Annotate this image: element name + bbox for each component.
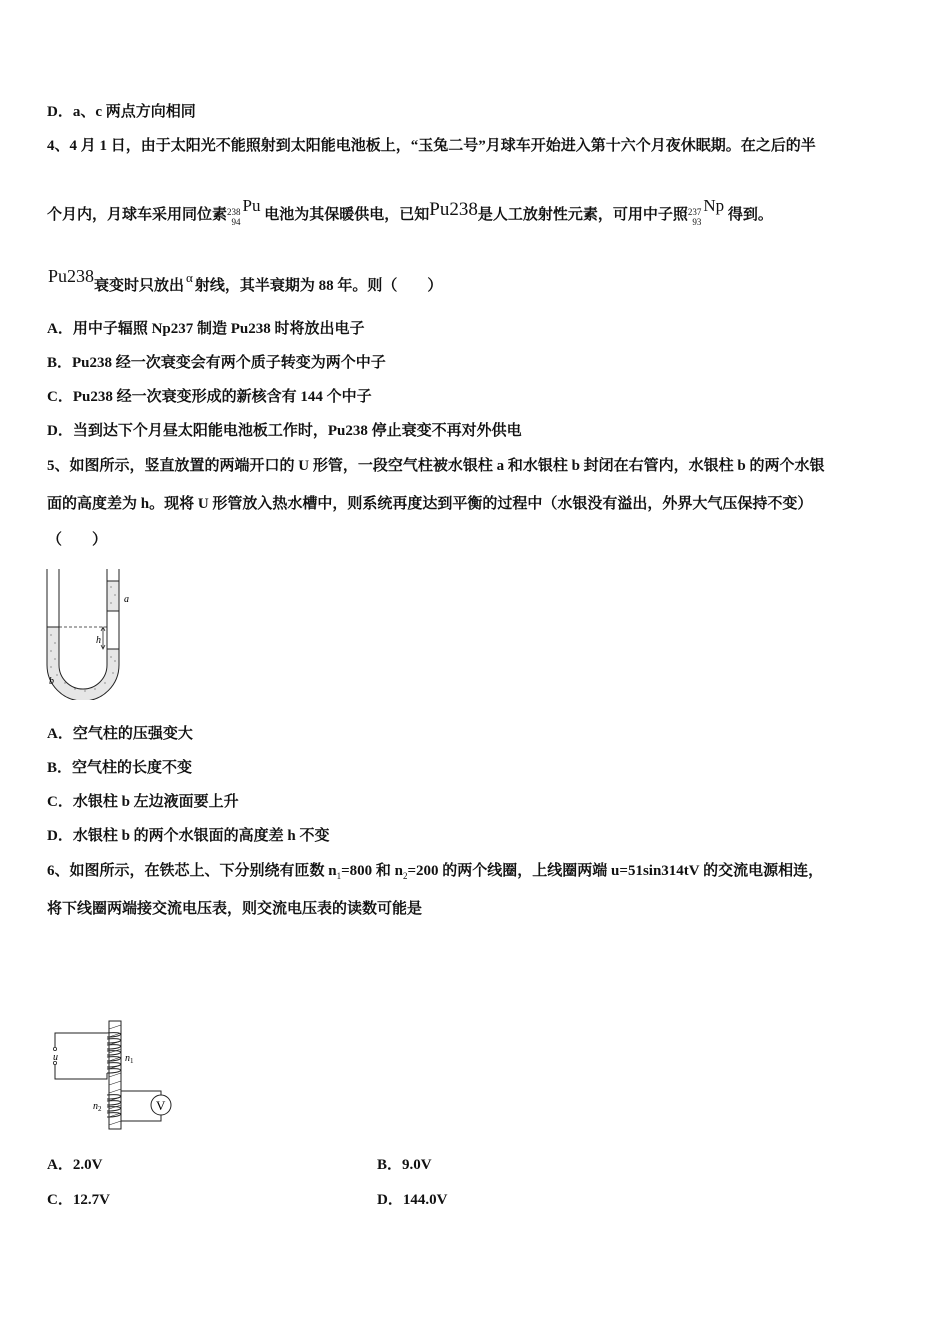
q4-option-b: B．Pu238 经一次衰变会有两个质子转变为两个中子 bbox=[47, 355, 386, 371]
transformer-figure bbox=[45, 1015, 185, 1133]
q4-stem-line3 bbox=[48, 266, 442, 296]
q5-option-a: A．空气柱的压强变大 bbox=[47, 726, 193, 742]
label-u: u bbox=[53, 1052, 58, 1063]
q6-option-b: B．9.0V bbox=[377, 1157, 432, 1173]
q4-text: 个月内，月球车采用同位素 bbox=[47, 207, 228, 223]
q6-option-d: D．144.0V bbox=[377, 1192, 448, 1208]
terminal-top bbox=[53, 1047, 56, 1050]
pu238-label: Pu238 bbox=[48, 266, 95, 286]
pu238-label: Pu238 bbox=[429, 199, 478, 220]
q4-stem-line2 bbox=[47, 196, 773, 227]
label-h: h bbox=[96, 635, 101, 646]
alpha-symbol: α bbox=[186, 270, 193, 285]
label-n1: $n_1$ bbox=[125, 1053, 134, 1065]
q5-option-d: D．水银柱 b 的两个水银面的高度差 h 不变 bbox=[47, 828, 330, 844]
q4-text: 射线，其半衰期为 88 年。则（ ） bbox=[194, 278, 443, 294]
q6-stem-line1: 6、如图所示，在铁芯上、下分别绕有匝数 $n_1=800$ 和 $n_2=200$ 的两个线圈，上线圈两端 u=51sin314tV 的交流电源相连， bbox=[47, 863, 824, 881]
secondary-wire-bottom bbox=[121, 1115, 161, 1121]
q5-stem-line2: 面的高度差为 h。现将 U 形管放入热水槽中，则系统再度达到平衡的过程中（水银没有溢出，外界大气压保持不变） bbox=[47, 496, 813, 512]
label-a: a bbox=[124, 594, 129, 605]
q5-option-b: B．空气柱的长度不变 bbox=[47, 760, 193, 776]
q4-stem-line1: 4、4 月 1 日，由于太阳光不能照射到太阳能电池板上，“玉兔二号”月球车开始进入第十六个月夜休眠期。在之后的半 bbox=[47, 138, 816, 154]
q6-option-c: C．12.7V bbox=[47, 1192, 110, 1208]
q6-option-a: A．2.0V bbox=[47, 1157, 103, 1173]
label-b: b bbox=[49, 676, 54, 687]
q5-stem-line1: 5、如图所示，竖直放置的两端开口的 U 形管，一段空气柱被水银柱 a 和水银柱 b 封闭在右管内，水银柱 b 的两个水银 bbox=[47, 458, 825, 474]
q4-text: 电池为其保暖供电，已知 bbox=[264, 207, 430, 223]
tube-inner bbox=[59, 569, 107, 689]
mercury-a bbox=[107, 581, 119, 611]
label-n2: $n_2$ bbox=[93, 1101, 102, 1113]
q4-text: 得到。 bbox=[727, 207, 773, 223]
label-v: V bbox=[156, 1098, 166, 1113]
primary-wire-bottom bbox=[55, 1065, 107, 1079]
q4-option-c: C．Pu238 经一次衰变形成的新核含有 144 个中子 bbox=[47, 389, 372, 405]
q5-stem-line3: （ ） bbox=[47, 532, 108, 548]
secondary-wire-top bbox=[121, 1091, 161, 1095]
q4-text: 是人工放射性元素，可用中子照 bbox=[477, 207, 688, 223]
q3-option-d: D．a、c 两点方向相同 bbox=[47, 104, 196, 120]
pu-symbol: Pu bbox=[242, 196, 261, 215]
q6-stem-line2: 将下线圈两端接交流电压表，则交流电压表的读数可能是 bbox=[47, 901, 423, 917]
np-nuclide-numbers: 237 93 bbox=[687, 207, 702, 227]
np-symbol: Np bbox=[703, 196, 725, 215]
primary-wire-top bbox=[55, 1033, 107, 1047]
q5-option-c: C．水银柱 b 左边液面要上升 bbox=[47, 794, 239, 810]
u-tube-figure bbox=[45, 565, 145, 700]
q4-option-a: A．用中子辐照 Np237 制造 Pu238 时将放出电子 bbox=[47, 321, 365, 337]
q4-text: 衰变时只放出 bbox=[94, 278, 185, 294]
pu-nuclide-numbers: 238 94 bbox=[227, 207, 241, 227]
q4-option-d: D．当到达下个月昼太阳能电池板工作时，Pu238 停止衰变不再对外供电 bbox=[47, 423, 522, 439]
